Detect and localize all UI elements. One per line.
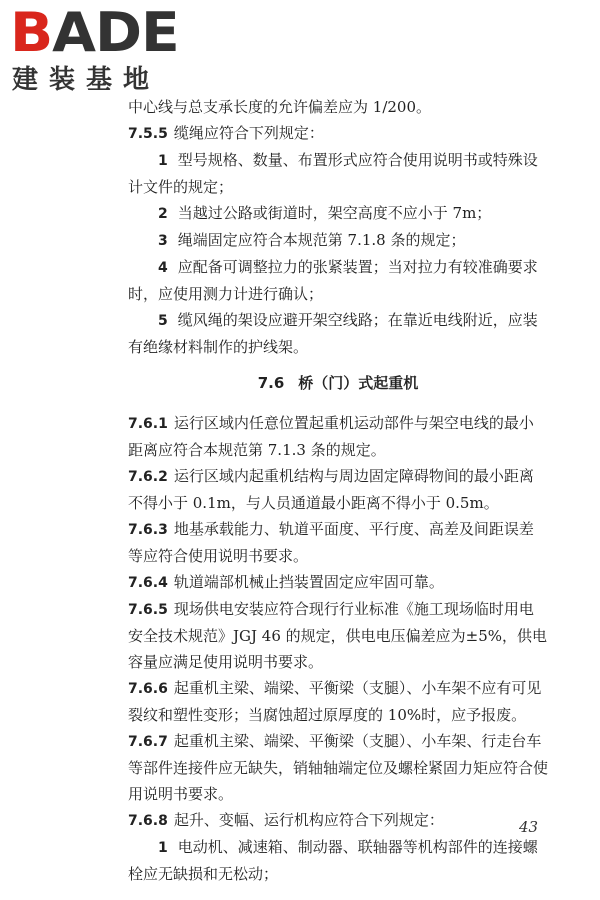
text-line (128, 861, 548, 887)
clause-number: 7.6.7 (128, 734, 168, 750)
line-text: 等部件连接件应无缺失，销轴轴端定位及螺栓紧固力矩应符合使 (128, 759, 548, 777)
clause-line (128, 728, 548, 755)
clause-number: 7.6.5 (128, 602, 168, 618)
line-text: 中心线与总支承长度的允许偏差应为 1/200。 (128, 98, 431, 116)
list-item (128, 254, 548, 281)
brand-logo (10, 1, 185, 96)
clause-line (128, 596, 548, 623)
line-text: 电动机、减速箱、制动器、联轴器等机构部件的连接螺 (177, 838, 538, 856)
section-number: 7.6 (257, 374, 285, 392)
clause-line (128, 410, 548, 437)
line-text: 缆风绳的架设应避开架空线路；在靠近电线附近，应装 (177, 311, 538, 329)
text-line (128, 94, 548, 120)
clause-number: 7.6.6 (128, 681, 168, 697)
text-line (128, 174, 548, 200)
line-text: 运行区域内起重机结构与周边固定障碍物间的最小距离 (173, 467, 534, 485)
clause-number: 7.6.4 (128, 575, 168, 591)
clause-number: 7.6.2 (128, 469, 168, 485)
line-text: 裂纹和塑性变形；当腐蚀超过原厚度的 10%时，应予报废。 (128, 706, 527, 724)
item-number: 3 (158, 233, 168, 249)
item-number: 5 (158, 313, 168, 329)
text-line (128, 755, 548, 781)
item-number: 2 (158, 206, 168, 222)
clause-line (128, 807, 548, 834)
text-line (128, 649, 548, 675)
line-text: 型号规格、数量、布置形式应符合使用说明书或特殊设 (177, 151, 538, 169)
list-item (128, 834, 548, 861)
line-text: 起重机主梁、端梁、平衡梁（支腿）、小车架、行走台车 (173, 732, 542, 750)
line-text: 轨道端部机械止挡装置固定应牢固可靠。 (173, 573, 444, 591)
logo-letter-b: B (10, 1, 53, 64)
line-text: 安全技术规范》JGJ 46 的规定，供电电压偏差应为±5%，供电 (128, 627, 547, 645)
clause-line (128, 463, 548, 490)
line-text: 绳端固定应符合本规范第 7.1.8 条的规定； (177, 231, 466, 249)
line-text: 运行区域内任意位置起重机运动部件与架空电线的最小 (173, 414, 534, 432)
text-line (128, 490, 548, 516)
logo-tagline: 建装基地 (12, 65, 161, 95)
logo-wordmark (10, 1, 179, 64)
list-item (128, 307, 548, 334)
clause-line (128, 675, 548, 702)
line-text: 用说明书要求。 (128, 785, 234, 803)
text-line (128, 334, 548, 360)
line-text: 距离应符合本规范第 7.1.3 条的规定。 (128, 441, 386, 459)
line-text: 容量应满足使用说明书要求。 (128, 653, 324, 671)
item-number: 1 (158, 153, 168, 169)
list-item (128, 200, 548, 227)
line-text: 当越过公路或街道时，架空高度不应小于 7m； (177, 204, 492, 222)
text-line (128, 781, 548, 807)
line-text: 地基承载能力、轨道平面度、平行度、高差及间距误差 (173, 520, 534, 538)
list-item (128, 147, 548, 174)
line-text: 栓应无缺损和无松动； (128, 865, 279, 883)
line-text: 缆绳应符合下列规定： (173, 124, 324, 142)
logo-rest: ADE (52, 1, 179, 64)
list-item (128, 227, 548, 254)
clause-number: 7.6.1 (128, 416, 168, 432)
clause-line (128, 120, 548, 147)
line-text: 等应符合使用说明书要求。 (128, 547, 309, 565)
line-text: 有绝缘材料制作的护线架。 (128, 338, 309, 356)
text-line (128, 543, 548, 569)
text-line (128, 281, 548, 307)
line-text: 时，应使用测力计进行确认； (128, 285, 324, 303)
page-number: 43 (519, 818, 539, 836)
clause-number: 7.6.8 (128, 813, 168, 829)
clause-number: 7.6.3 (128, 522, 168, 538)
text-line (128, 702, 548, 728)
text-line (128, 623, 548, 649)
clause-line (128, 569, 548, 596)
line-text: 计文件的规定； (128, 178, 234, 196)
text-line (128, 437, 548, 463)
line-text: 不得小于 0.1m，与人员通道最小距离不得小于 0.5m。 (128, 494, 499, 512)
section-heading: 桥（门）式起重机 (298, 374, 419, 392)
line-text: 起升、变幅、运行机构应符合下列规定： (173, 811, 444, 829)
section-title (128, 370, 548, 396)
line-text: 现场供电安装应符合现行行业标准《施工现场临时用电 (173, 600, 534, 618)
clause-number: 7.5.5 (128, 126, 168, 142)
line-text: 应配备可调整拉力的张紧装置；当对拉力有较准确要求 (177, 258, 538, 276)
line-text: 起重机主梁、端梁、平衡梁（支腿）、小车架不应有可见 (173, 679, 542, 697)
document-body (128, 94, 548, 887)
item-number: 4 (158, 260, 168, 276)
item-number: 1 (158, 840, 168, 856)
clause-line (128, 516, 548, 543)
